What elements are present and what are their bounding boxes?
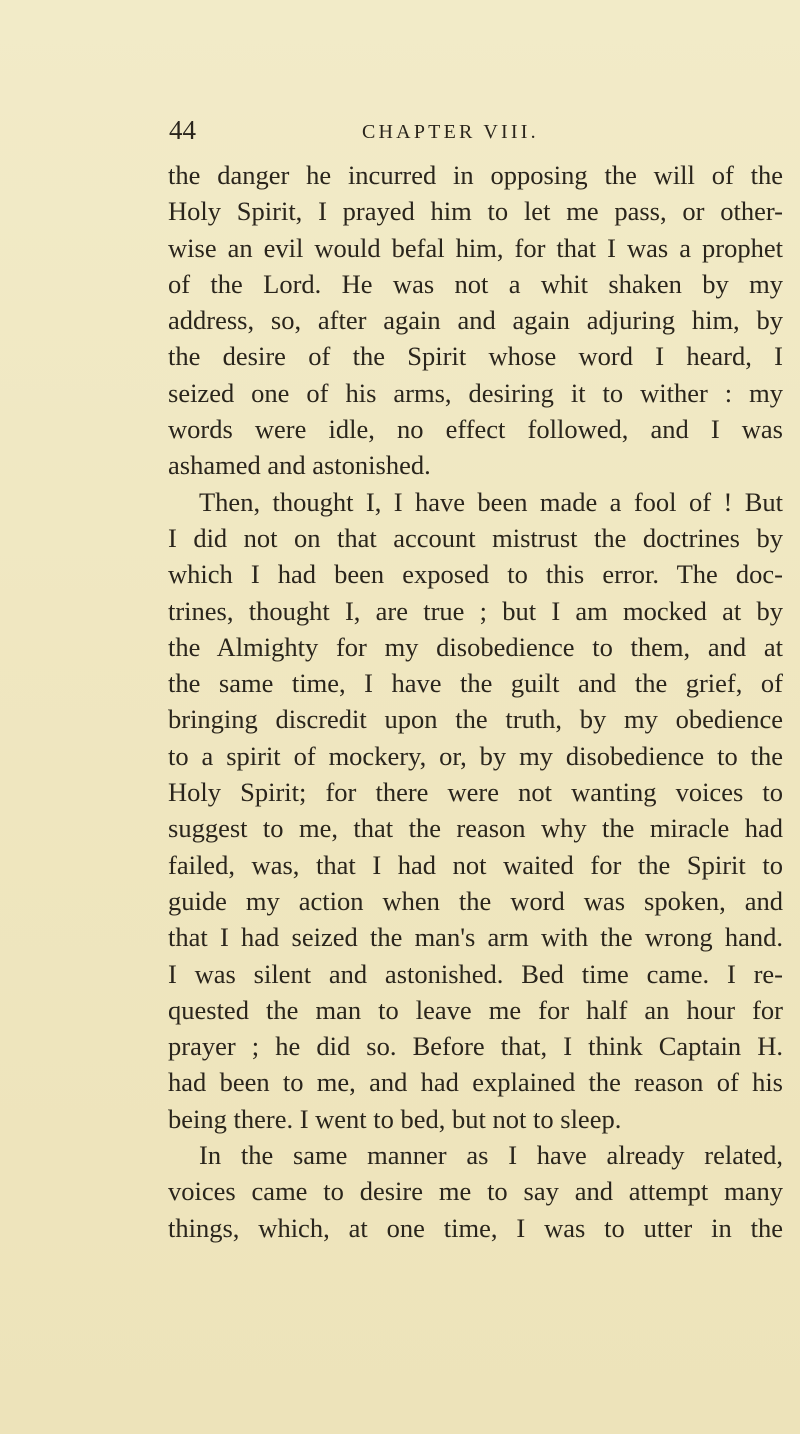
- text-line: that I had seized the man's arm with the wrong hand.: [168, 922, 783, 953]
- text-line: the Almighty for my disobedience to them, and at: [168, 631, 783, 662]
- text-line: I was silent and astonished. Bed time came. I re-: [168, 958, 783, 989]
- text-line: seized one of his arms, desiring it to wither : my: [168, 377, 783, 408]
- text-line: I did not on that account mistrust the doctrines by: [168, 522, 783, 553]
- text-line: the desire of the Spirit whose word I heard, I: [168, 341, 783, 372]
- text-line: prayer ; he did so. Before that, I think Captain H.: [168, 1031, 783, 1062]
- text-line: suggest to me, that the reason why the miracle had: [168, 813, 783, 844]
- page-header: [0, 108, 800, 152]
- text-line: guide my action when the word was spoken, and: [168, 885, 783, 916]
- text-line: which I had been exposed to this error. The doc-: [168, 559, 783, 590]
- text-line: things, which, at one time, I was to utter in the: [168, 1212, 783, 1243]
- text-line: Holy Spirit, I prayed him to let me pass, or other-: [168, 196, 783, 227]
- text-line: In the same manner as I have already related,: [199, 1140, 783, 1171]
- text-line: the danger he incurred in opposing the will of the: [168, 160, 783, 190]
- page-number: 44: [169, 115, 196, 145]
- text-line: quested the man to leave me for half an hour for: [168, 994, 783, 1025]
- text-line: failed, was, that I had not waited for the Spirit to: [168, 849, 783, 880]
- text-line: the same time, I have the guilt and the grief, of: [168, 668, 783, 699]
- text-line: voices came to desire me to say and attempt many: [168, 1176, 783, 1207]
- text-line: Then, thought I, I have been made a fool of ! But: [199, 486, 783, 517]
- text-line: words were idle, no effect followed, and I was: [168, 414, 783, 445]
- text-line: trines, thought I, are true ; but I am mocked at by: [168, 595, 783, 626]
- text-line: wise an evil would befal him, for that I was a prophet: [168, 232, 783, 263]
- text-line: address, so, after again and again adjuring him, by: [168, 305, 783, 336]
- running-head: CHAPTER VIII.: [362, 121, 539, 143]
- body-text: [168, 157, 783, 1246]
- text-line: to a spirit of mockery, or, by my disobedience to the: [168, 740, 783, 771]
- text-line: bringing discredit upon the truth, by my obedience: [168, 704, 783, 735]
- text-line: ashamed and astonished.: [168, 450, 431, 481]
- text-line: being there. I went to bed, but not to sleep.: [168, 1103, 622, 1134]
- text-line: had been to me, and had explained the reason of his: [168, 1067, 783, 1098]
- text-line: of the Lord. He was not a whit shaken by my: [168, 268, 783, 299]
- text-line: Holy Spirit; for there were not wanting voices to: [168, 777, 783, 808]
